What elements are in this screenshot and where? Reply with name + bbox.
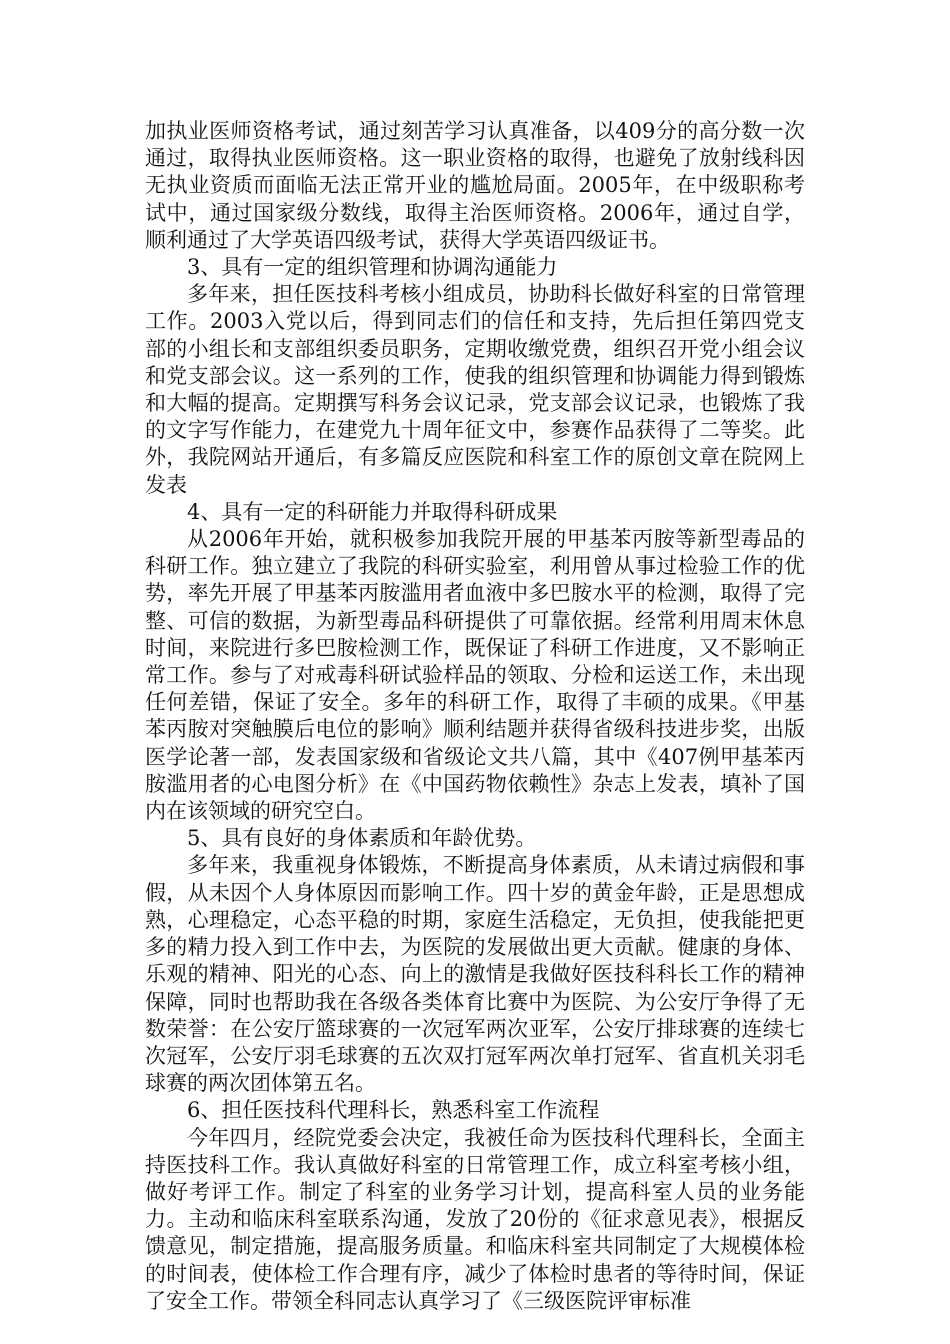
- heading-physical-fitness: 5、具有良好的身体素质和年龄优势。: [187, 826, 537, 851]
- paragraph-acting-director: 今年四月，经院党委会决定，我被任命为医技科代理科长，全面主持医技科工作。我认真做好科室的日常管理工作，成立科室考核小组，做好考评工作。制定了科室的业务学习计划，提高科室人员的业务能力。主动和临床科室联系沟通，发放了20份的《征求意见表》，根据反馈意见，制定措施，提高服务质量。和临床科室共同制定了大规模体检的时间表，使体检工作合理有序，减少了体检时患者的等待时间，保证了安全工作。带领全科同志认真学习了《三级医院评审标准: [145, 1125, 805, 1313]
- heading-organization-ability: 3、具有一定的组织管理和协调沟通能力: [187, 255, 558, 280]
- paragraph-physical-fitness: 多年来，我重视身体锻炼，不断提高身体素质，从未请过病假和事假，从未因个人身体原因而影响工作。四十岁的黄金年龄，正是思想成熟，心理稳定，心态平稳的时期，家庭生活稳定，无负担，使我能把更多的精力投入到工作中去，为医院的发展做出更大贡献。健康的身体、乐观的精神、阳光的心态、向上的激情是我做好医技科科长工作的精神保障，同时也帮助我在各级各类体育比赛中为医院、为公安厅争得了无数荣誉：在公安厅篮球赛的一次冠军两次亚军，公安厅排球赛的连续七次冠军，公安厅羽毛球赛的五次双打冠军两次单打冠军、省直机关羽毛球赛的两次团体第五名。: [145, 853, 805, 1096]
- paragraph-qualification-exams: 加执业医师资格考试，通过刻苦学习认真准备，以409分的高分数一次通过，取得执业医师资格。这一职业资格的取得，也避免了放射线科因无执业资质而面临无法正常开业的尴尬局面。2005年，在中级职称考试中，通过国家级分数线，取得主治医师资格。2006年，通过自学，顺利通过了大学英语四级考试，获得大学英语四级证书。: [145, 119, 805, 252]
- heading-acting-director: 6、担任医技科代理科长，熟悉科室工作流程: [187, 1098, 600, 1123]
- paragraph-research-ability: 从2006年开始，就积极参加我院开展的甲基苯丙胺等新型毒品的科研工作。独立建立了我院的科研实验室，利用曾从事过检验工作的优势，率先开展了甲基苯丙胺滥用者血液中多巴胺水平的检测，取得了完整、可信的数据，为新型毒品科研提供了可靠依据。经常利用周末休息时间，来院进行多巴胺检测工作，既保证了科研工作进度，又不影响正常工作。参与了对戒毒科研试验样品的领取、分检和运送工作，未出现任何差错，保证了安全。多年的科研工作，取得了丰硕的成果。《甲基苯丙胺对突触膜后电位的影响》顺利结题并获得省级科技进步奖，出版医学论著一部，发表国家级和省级论文共八篇，其中《407例甲基苯丙胺滥用者的心电图分析》在《中国药物依赖性》杂志上发表，填补了国内在该领域的研究空白。: [145, 527, 805, 824]
- paragraph-organization-ability: 多年来，担任医技科考核小组成员，协助科长做好科室的日常管理工作。2003入党以后，得到同志们的信任和支持，先后担任第四党支部的小组长和支部组织委员职务，定期收缴党费，组织召开党小组会议和党支部会议。这一系列的工作，使我的组织管理和协调能力得到锻炼和大幅的提高。定期撰写科务会议记录，党支部会议记录，也锻炼了我的文字写作能力，在建党九十周年征文中，参赛作品获得了二等奖。此外，我院网站开通后，有多篇反应医院和科室工作的原创文章在院网上发表: [145, 282, 805, 497]
- document-body: [145, 118, 805, 1315]
- heading-research-ability: 4、具有一定的科研能力并取得科研成果: [187, 499, 558, 524]
